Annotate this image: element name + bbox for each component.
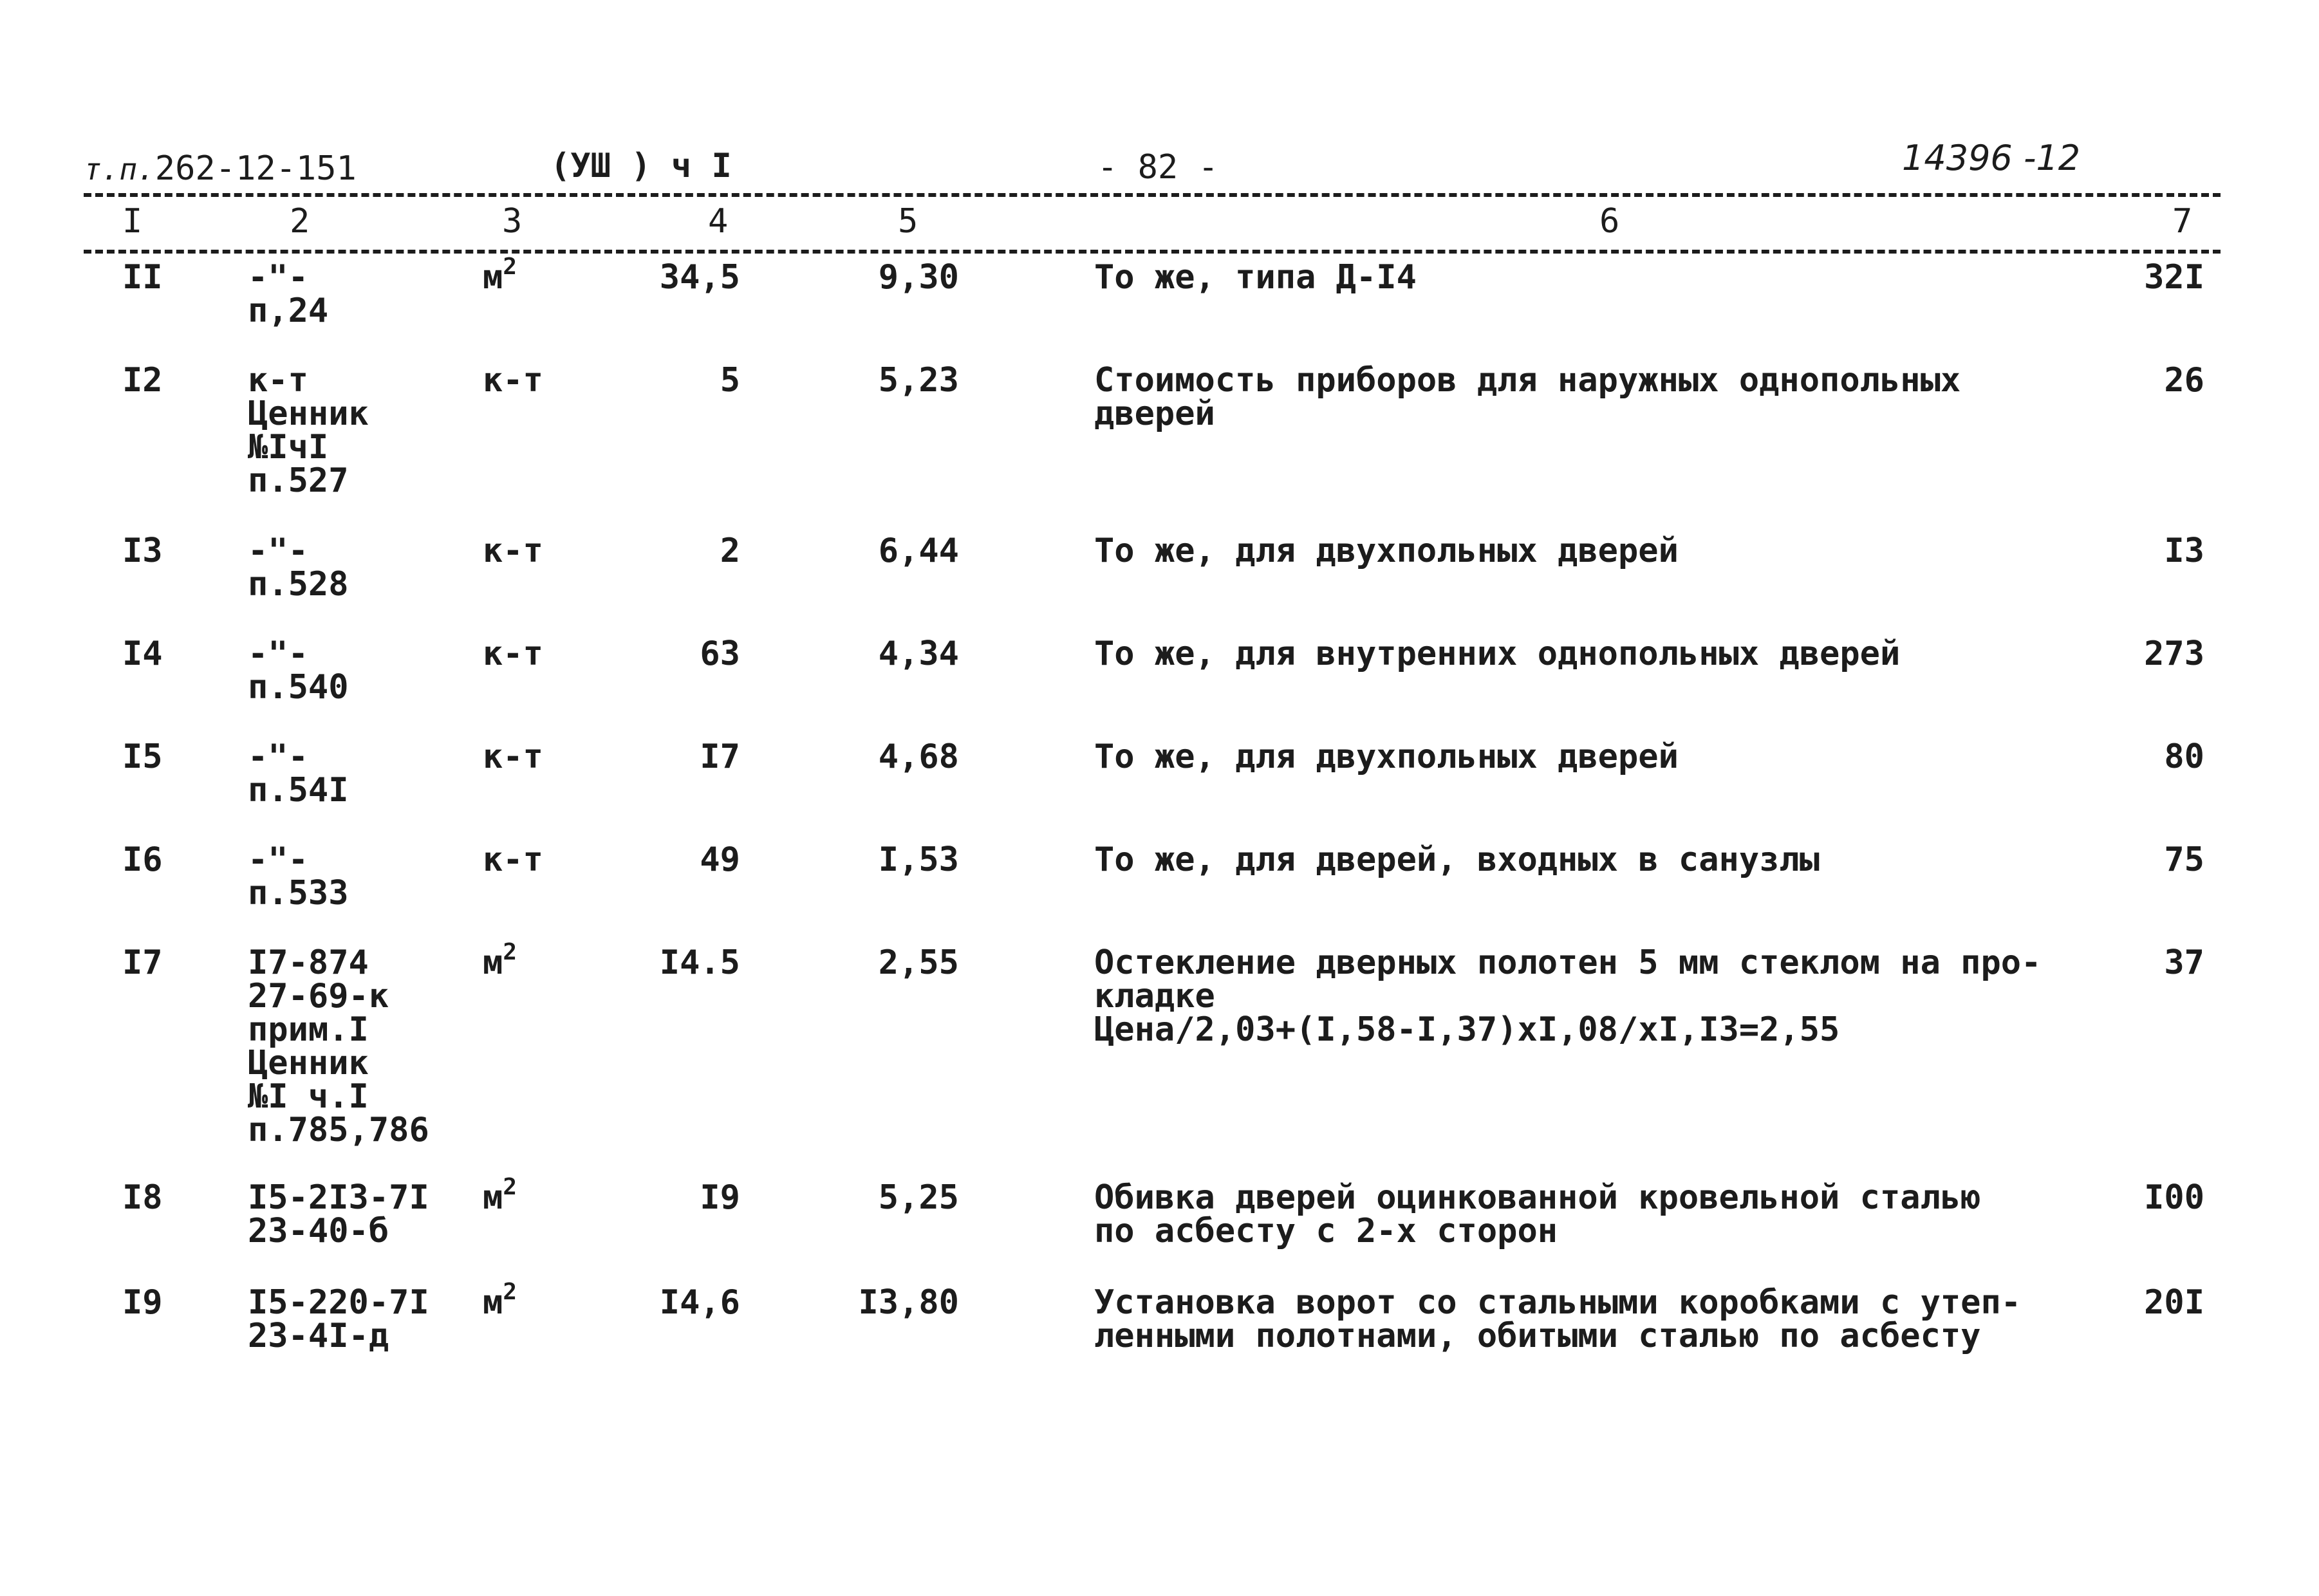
- work-description-line: То же, типа Д-I4: [1094, 258, 1417, 297]
- unit-text: к-т: [483, 840, 543, 879]
- row-number: I3: [122, 532, 163, 570]
- rate-reference-line: п,24: [248, 292, 329, 330]
- quantity: 5: [720, 361, 740, 400]
- work-description-line: То же, для дверей, входных в санузлы: [1094, 840, 1820, 879]
- rate-reference-line: к-т: [248, 361, 308, 400]
- work-description-line: дверей: [1094, 394, 1215, 433]
- unit-text: к-т: [483, 738, 543, 776]
- rate-reference-line: I5-220-7I: [248, 1283, 429, 1322]
- quantity: I7: [700, 738, 740, 776]
- unit-price: 9,30: [878, 258, 959, 297]
- unit-price: 4,34: [878, 635, 959, 673]
- document-code: [84, 149, 357, 188]
- section-label: (УШ ) ч I: [550, 147, 732, 185]
- unit: [483, 253, 517, 297]
- rate-reference-line: -"-: [248, 738, 308, 776]
- unit-exponent: 2: [503, 253, 517, 280]
- unit: [483, 637, 543, 671]
- column-number-6: 6: [1599, 202, 1620, 241]
- quantity: I4.5: [659, 943, 740, 982]
- header-rule-top: [84, 193, 2221, 197]
- rate-reference-line: 27-69-к: [248, 977, 389, 1016]
- row-number: I4: [122, 635, 163, 673]
- unit: [483, 938, 517, 982]
- unit-price: I,53: [878, 840, 959, 879]
- quantity: 2: [720, 532, 740, 570]
- quantity: 49: [700, 840, 740, 879]
- unit: [483, 534, 543, 568]
- rate-reference-line: №I ч.I: [248, 1077, 369, 1116]
- total-cost: I00: [2144, 1178, 2204, 1217]
- unit-text: к-т: [483, 361, 543, 400]
- rate-reference-line: 23-40-б: [248, 1212, 389, 1250]
- unit: [483, 1173, 517, 1217]
- column-number-2: 2: [290, 202, 310, 241]
- unit: [483, 740, 543, 774]
- unit-text: м: [483, 1283, 503, 1322]
- rate-reference-line: №IчI: [248, 428, 329, 467]
- work-description-line: Цена/2,03+(I,58-I,37)xI,08/xI,I3=2,55: [1094, 1010, 1840, 1049]
- rate-reference-line: I7-874: [248, 943, 369, 982]
- unit-price: 4,68: [878, 738, 959, 776]
- total-cost: 20I: [2144, 1283, 2204, 1322]
- row-number: I5: [122, 738, 163, 776]
- row-number: I8: [122, 1178, 163, 1217]
- total-cost: 273: [2144, 635, 2204, 673]
- sheet-reference: 14396 -12: [1902, 138, 2081, 178]
- unit-exponent: 2: [503, 1278, 517, 1305]
- rate-reference-line: -"-: [248, 258, 308, 297]
- unit-text: м: [483, 1178, 503, 1217]
- column-number-3: 3: [502, 202, 523, 241]
- work-description-line: Обивка дверей оцинкованной кровельной сталью: [1094, 1178, 1981, 1217]
- rate-reference-line: Ценник: [248, 394, 369, 433]
- rate-reference-line: прим.I: [248, 1010, 369, 1049]
- rate-reference-line: п.528: [248, 565, 349, 604]
- unit-text: к-т: [483, 635, 543, 673]
- row-number: I6: [122, 840, 163, 879]
- unit-price: 2,55: [878, 943, 959, 982]
- unit: [483, 1278, 517, 1322]
- quantity: I4,6: [659, 1283, 740, 1322]
- work-description-line: Остекление дверных полотен 5 мм стеклом на про-: [1094, 943, 2042, 982]
- rate-reference-line: п.785,786: [248, 1111, 429, 1149]
- column-number-5: 5: [898, 202, 918, 241]
- total-cost: 32I: [2144, 258, 2204, 297]
- work-description-line: То же, для двухпольных дверей: [1094, 738, 1679, 776]
- rate-reference-line: -"-: [248, 635, 308, 673]
- unit-text: м: [483, 258, 503, 297]
- rate-reference-line: -"-: [248, 840, 308, 879]
- unit-price: 5,25: [878, 1178, 959, 1217]
- header-rule-bottom: [84, 250, 2221, 254]
- column-number-7: 7: [2172, 202, 2193, 241]
- rate-reference-line: п.533: [248, 874, 349, 913]
- unit-text: м: [483, 943, 503, 982]
- unit-exponent: 2: [503, 1173, 517, 1200]
- unit-text: к-т: [483, 532, 543, 570]
- unit-price: 5,23: [878, 361, 959, 400]
- column-number-1: I: [122, 202, 143, 241]
- work-description-line: кладке: [1094, 977, 1215, 1016]
- work-description-line: ленными полотнами, обитыми сталью по асбесту: [1094, 1317, 1981, 1355]
- work-description-line: То же, для внутренних однопольных дверей: [1094, 635, 1901, 673]
- total-cost: 26: [2164, 361, 2204, 400]
- quantity: I9: [700, 1178, 740, 1217]
- unit-exponent: 2: [503, 938, 517, 965]
- total-cost: 75: [2164, 840, 2204, 879]
- quantity: 63: [700, 635, 740, 673]
- row-number: I2: [122, 361, 163, 400]
- unit-price: I3,80: [858, 1283, 959, 1322]
- rate-reference-line: Ценник: [248, 1044, 369, 1082]
- rate-reference-line: п.54I: [248, 771, 349, 810]
- rate-reference-line: -"-: [248, 532, 308, 570]
- total-cost: 37: [2164, 943, 2204, 982]
- rate-reference-line: I5-2I3-7I: [248, 1178, 429, 1217]
- quantity: 34,5: [659, 258, 740, 297]
- work-description-line: Стоимость приборов для наружных однопольных: [1094, 361, 1961, 400]
- unit: [483, 840, 543, 879]
- rate-reference-line: п.540: [248, 668, 349, 707]
- rate-reference-line: 23-4I-д: [248, 1317, 389, 1355]
- document-code-prefix: т.п.: [84, 152, 155, 187]
- unit: [483, 361, 543, 400]
- column-number-4: 4: [708, 202, 729, 241]
- work-description-line: по асбесту с 2-х сторон: [1094, 1212, 1558, 1250]
- page-number: - 82 -: [1097, 148, 1218, 187]
- row-number: II: [122, 258, 163, 297]
- document-code-number: 262-12-151: [154, 149, 357, 188]
- row-number: I9: [122, 1283, 163, 1322]
- total-cost: I3: [2164, 532, 2204, 570]
- total-cost: 80: [2164, 738, 2204, 776]
- rate-reference-line: п.527: [248, 461, 349, 500]
- work-description-line: То же, для двухпольных дверей: [1094, 532, 1679, 570]
- unit-price: 6,44: [878, 532, 959, 570]
- work-description-line: Установка ворот со стальными коробками с утеп-: [1094, 1283, 2022, 1322]
- row-number: I7: [122, 943, 163, 982]
